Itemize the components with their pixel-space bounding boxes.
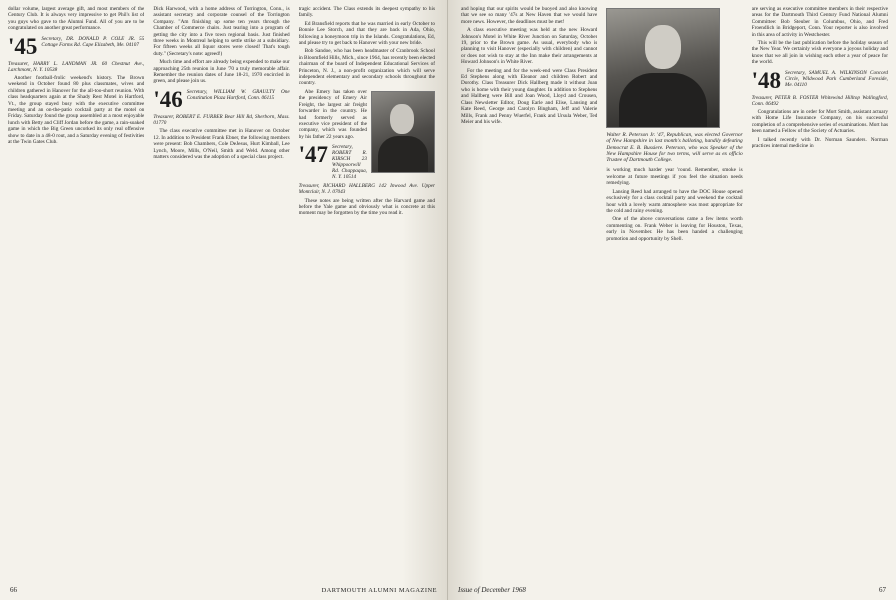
page-number: 66: [10, 586, 17, 594]
portrait-body: [619, 73, 707, 127]
paragraph: Bob Sandoe, who has been headmaster of Cranbrook School in Bloomfield Hills, Mich., since 1964, has recently been elected chairman of the board of Independent Educational Services of Princeton, N. J., a non-profit organization which will serve independent elementary and secondary schools throughout the country.: [298, 48, 435, 87]
left-column-2: [153, 6, 289, 576]
class-secretary: Secretary, WILLIAM W. GRAULTY One Constitution Plaza Hartford, Conn. 06115: [186, 88, 290, 101]
paragraph: tragic accident. The Class extends its deepest sympathy to his family.: [298, 6, 435, 19]
right-columns: [461, 6, 888, 576]
right-column-1: [461, 6, 597, 576]
portrait-body: [378, 136, 428, 172]
class-secretary: Secretary, SAMUEL A. WILKINSON Concord Circle, Wildwood Park Cumberland Foreside, Me. 04110: [785, 69, 888, 88]
paragraph: Lansing Reed had arranged to have the DOC House opened exclusively for a class cocktail party and weekend the cocktail hour with a lovely warm atmosphere was most appropriate for the cold and rainy evening.: [606, 188, 743, 214]
paragraph: dollar volume, largest average gift, and most members of the Century Club. It is always very impressive to get Phil's list of you guys who gave to the Alumni Fund. All of you are to be congratulated on another great performance.: [8, 6, 145, 32]
class-header-48: [751, 67, 888, 93]
class-year: '47: [298, 142, 329, 168]
paragraph: Congratulations are in order for Mort Smith, assistant actuary with Home Life Insurance Company, on his successful completion of a comprehensive series of examinations. Mort has been named a Fellow of the Society of Actuaries.: [751, 109, 888, 135]
page-number: 67: [879, 586, 886, 594]
paragraph: These notes are being written after the Harvard game and before the Yale game and obviously what is concrete at this moment may be forgotten by the time you read it.: [298, 197, 435, 217]
right-column-3: [752, 6, 888, 576]
class-header-45: [8, 33, 145, 59]
right-column-2: [606, 6, 742, 576]
photo-caption: Walter R. Peterson Jr. '47, Republican, was elected Governor of New Hampshire in last month's balloting, handily defeating Democrat E. B. Bussiere. Peterson, who was Speaker of the New Hampshire House for two terms, will serve as ex officio Trustee of Dartmouth College.: [606, 132, 743, 164]
paragraph: I talked recently with Dr. Norman Saunders. Norman practices internal medicine in: [751, 136, 888, 150]
paragraph: One of the above conversations came a few items worth commenting on. Frank Weber is leaving for Houston, Texas, early in November. He has been handed a challenging promotion and opportunity by Shell.: [606, 216, 743, 242]
portrait-photo: [371, 91, 435, 173]
paragraph: For the meeting and for the week-end were Class President Ed Stephens along with Eleanor and children Robert and Dorothy. Class Treasurer Dick Hallberg made it without Joan who is home with their young daughter. In addition to Stephens and Hallberg were Bill and Joan Wood, Lloyd and Crousen, Class Newsletter Editor, Doug Earle and Elise, Lansing and Kate Reed, George and Carolyn Bingham, Jeff and Valerie Mills, Frank and Penny Wuerfel, Frank and Ursula Weber, Ted Meier and his wife.: [461, 67, 598, 125]
left-columns: [8, 6, 435, 576]
magazine-name: DARTMOUTH ALUMNI MAGAZINE: [321, 586, 437, 594]
paragraph: Much time and effort are already being expended to make our approaching 25th reunion in June '70 a truly memorable affair. Remember the reunion dates of June 18-21, 1970 encircled in green, and please join us.: [153, 59, 290, 85]
paragraph: This will be the last publication before the holiday season of the New Year. We certainly wish everyone a joyous holiday and know that we all join in wishing each other a year of peace for the world.: [751, 40, 888, 66]
issue-date: Issue of December 1968: [458, 586, 526, 594]
class-treasurer: Treasurer, ROBERT E. FURBER Bear Hill Rd, Sherborn, Mass. 01770: [153, 113, 290, 127]
paragraph: Dick Harwood, with a home address of Torrington, Conn., is assistant secretary and corporate counsel of the Torrington Company. "Am finishing up some ten years through the Chamber of Commerce chairs. Just tearing into a program of getting the city into a five town regional basis. Just finished three weeks in Montreal helping to settle strike at a subsidiary. For fifteen weeks all liquor stores were closed! That's tough duty." (Secretary's note: agreed!): [153, 6, 290, 57]
portrait-face: [645, 25, 681, 69]
governor-photo: [606, 8, 720, 128]
class-header-46: [153, 86, 290, 112]
left-column-1: [8, 6, 144, 576]
class-secretary: Secretary, DR. DONALD P. COLE JR. 55 Cottage Farms Rd. Cape Elizabeth, Me. 04107: [41, 35, 145, 48]
left-column-3: [299, 6, 435, 576]
right-page: [448, 0, 896, 600]
class-year: '45: [8, 33, 38, 59]
class-header-47: [299, 144, 367, 180]
paragraph: and hoping that our spirits would be buoyed and also knowing that we see so many '47s at New Haven that we would have more news. However, the deadlines must be met!: [461, 6, 598, 25]
class-treasurer: Treasurer, PETER B. FOSTER Whitewind Hilltop Wallingford, Conn. 06492: [751, 94, 888, 107]
class-year: '46: [153, 86, 183, 112]
class-year: '48: [751, 67, 782, 93]
right-footer: [458, 586, 886, 594]
portrait-face: [390, 104, 414, 134]
paragraph: The class executive committee met in Hanover on October 12. In addition to President Frank Ebner, the following members were present: Bob Chambers, Cole DeJesus, Hurt Kimball, Lee Lynch, Moore, Mills, O'Neil, Smith and Weld. Among other matters considered was the adoption of a special class project.: [153, 128, 290, 160]
paragraph: Ed Bransfield reports that he was married in early October to Bonnie Lee Storch, and that they are back in Ada, Ohio, following a honeymoon trip in the Islands. Congratulations, Ed, and please try to get back to Hanover with your new bride.: [298, 20, 435, 47]
left-footer: [10, 586, 437, 594]
paragraph: Abe Emery has taken over the presidency of Emery Air Freight, the largest air freight forwarder in the country. He had formerly served as executive vice president of the company, which was founded by his father 22 years ago.: [298, 88, 367, 140]
class-secretary: Secretary, ROBERT R. KIRSCH 23 Whippoorwill Rd. Chappaqua, N. Y. 10514: [332, 144, 367, 181]
class-treasurer: Treasurer, RICHARD HALLBERG 142 Inwood Ave. Upper Montclair, N. J. 07043: [298, 183, 435, 196]
class-treasurer: Treasurer, HARRY L. LANDMAN JR. 60 Chestnut Ave., Larchmont, N. Y. 10538: [8, 60, 145, 73]
paragraph: A class executive meeting was held at the new Howard Johnson's Motel in White River Junction on Saturday, October 19, prior to the Brown game. As usual, everybody who is planning to visit Hanover (especially with children) and cannot or does not wish to stay at the Inn make their arrangements at Howard Johnson's in White River.: [461, 27, 598, 66]
paragraph: are serving as executive committee members in their respective areas for the Dartmouth Third Century Fund National Alumni Committee: Bob Steuber in Columbus, Ohio, and Fred Froendlich in Bridgeport, Conn. Your reporter is also involved in this area of activity in Westchester.: [751, 6, 888, 38]
paragraph: is working much harder year 'round. Remember, smoke is welcome at future meetings if you feel the situation needs remedying.: [606, 167, 743, 187]
paragraph: Another football-frolic weekend's history. The Brown weekend in October found 80 plus classmates, wives and children gathered in Hanover for the all-too-short reunion. With class headquarters again at the Shady Rest Motel in Hartford, Vt., the group stayed busy with the executive committee meeting and an on-the-patio cocktail party at the motel on Friday. Saturday found the group assembled at a most enjoyable lunch with Betty and Cliff Jordan before the game, a rain-soaked game in which the Big Green uncorked its only real offensive show to date in a 48-0 rout, and a Saturday evening of festivities at the Twin Gates Club.: [8, 75, 145, 146]
